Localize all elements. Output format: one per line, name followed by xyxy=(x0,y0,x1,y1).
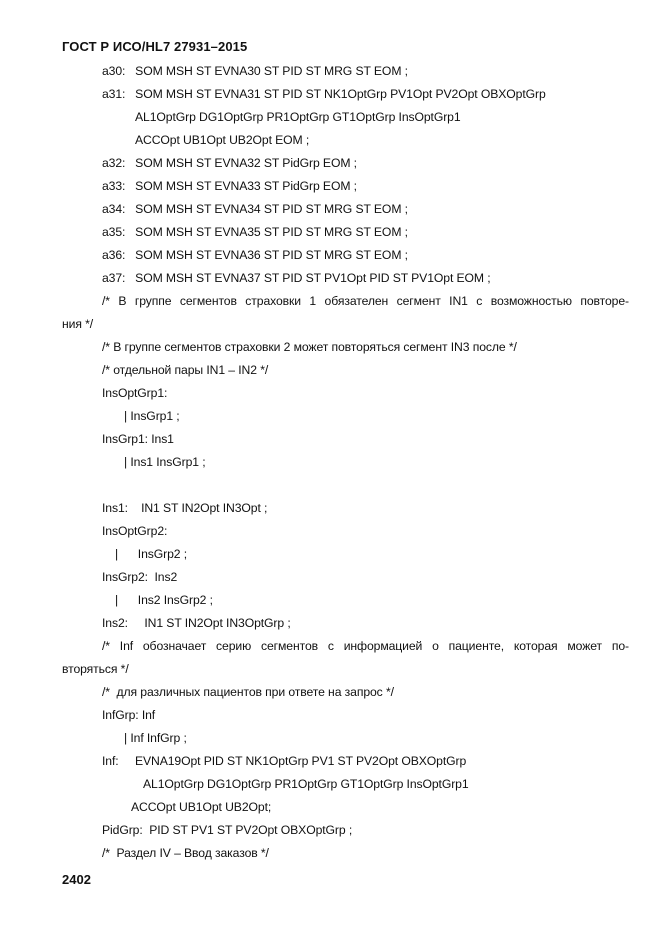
comment-line: ния */ xyxy=(62,317,94,331)
code-line: | InsGrp2 ; xyxy=(115,547,188,561)
code-line: | InsGrp1 ; xyxy=(124,409,180,423)
code-line: InsOptGrp2: xyxy=(102,524,168,538)
comment-line: /* В группе сегментов страховки 1 обязателен сегмент IN1 с возможностью повторе- xyxy=(102,294,629,308)
code-line: InsOptGrp1: xyxy=(102,386,168,400)
comment-line: вторяться */ xyxy=(62,662,129,676)
code-line: Ins2: IN1 ST IN2Opt IN3OptGrp ; xyxy=(102,616,291,630)
code-line: a34: SOM MSH ST EVNA34 ST PID ST MRG ST EOM ; xyxy=(102,202,408,216)
code-line: a37: SOM MSH ST EVNA37 ST PID ST PV1Opt PID ST PV1Opt EOM ; xyxy=(102,271,491,285)
comment-line: /* для различных пациентов при ответе на запрос */ xyxy=(102,685,394,699)
code-line: AL1OptGrp DG1OptGrp PR1OptGrp GT1OptGrp InsOptGrp1 xyxy=(143,777,469,791)
code-line: | Ins2 InsGrp2 ; xyxy=(115,593,213,607)
comment-line: /* Inf обозначает серию сегментов с информацией о пациенте, которая может по- xyxy=(102,639,629,653)
code-line: a33: SOM MSH ST EVNA33 ST PidGrp EOM ; xyxy=(102,179,357,193)
code-line: a30: SOM MSH ST EVNA30 ST PID ST MRG ST EOM ; xyxy=(102,64,408,78)
code-line: ACCOpt UB1Opt UB2Opt EOM ; xyxy=(135,133,310,147)
comment-line: /* В группе сегментов страховки 2 может повторяться сегмент IN3 после */ xyxy=(102,340,517,354)
code-line: InfGrp: Inf xyxy=(102,708,156,722)
code-line: a31: SOM MSH ST EVNA31 ST PID ST NK1OptGrp PV1Opt PV2Opt OBXOptGrp xyxy=(102,87,546,101)
code-line: | Ins1 InsGrp1 ; xyxy=(124,455,206,469)
code-line: Inf: EVNA19Opt PID ST NK1OptGrp PV1 ST PV2Opt OBXOptGrp xyxy=(102,754,467,768)
code-line: Ins1: IN1 ST IN2Opt IN3Opt ; xyxy=(102,501,268,515)
code-line: InsGrp1: Ins1 xyxy=(102,432,174,446)
code-line: ACCOpt UB1Opt UB2Opt; xyxy=(131,800,272,814)
code-line: a32: SOM MSH ST EVNA32 ST PidGrp EOM ; xyxy=(102,156,357,170)
code-line: PidGrp: PID ST PV1 ST PV2Opt OBXOptGrp ; xyxy=(102,823,353,837)
code-line: a36: SOM MSH ST EVNA36 ST PID ST MRG ST EOM ; xyxy=(102,248,408,262)
comment-line: /* отдельной пары IN1 – IN2 */ xyxy=(102,363,269,377)
code-line: AL1OptGrp DG1OptGrp PR1OptGrp GT1OptGrp InsOptGrp1 xyxy=(135,110,461,124)
code-line: | Inf InfGrp ; xyxy=(124,731,187,745)
code-line: a35: SOM MSH ST EVNA35 ST PID ST MRG ST EOM ; xyxy=(102,225,408,239)
code-line: InsGrp2: Ins2 xyxy=(102,570,178,584)
page-number: 2402 xyxy=(62,872,91,887)
document-header: ГОСТ Р ИСО/HL7 27931–2015 xyxy=(62,39,248,54)
comment-line: /* Раздел IV – Ввод заказов */ xyxy=(102,846,269,860)
